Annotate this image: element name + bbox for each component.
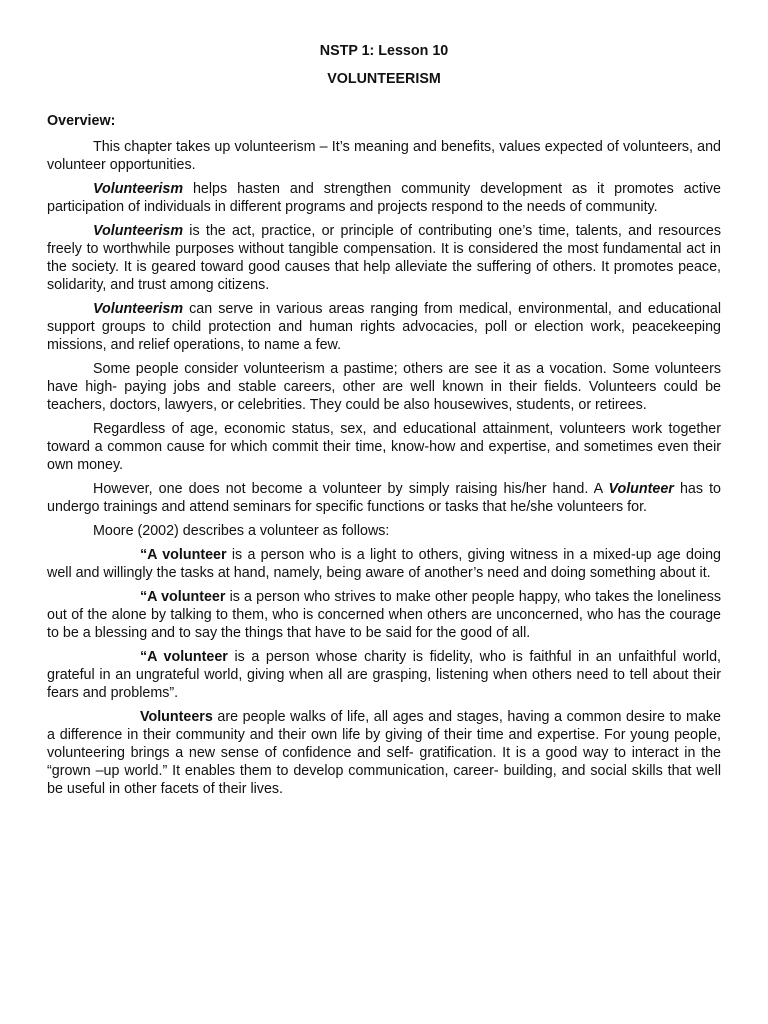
paragraph-text: However, one does not become a volunteer by simply raising his/her hand. A: [93, 481, 609, 497]
term-volunteer: volunteer: [162, 547, 227, 563]
paragraph-volunteers: [47, 708, 721, 798]
quote-open: “A volunteer: [140, 649, 228, 665]
paragraph-volunteerism-areas: [47, 300, 721, 354]
paragraph-pastime: Some people consider volunteerism a pastime; others are see it as a vocation. Some volunteers have high- paying jobs and stable careers, other are well known in their fields. Volunteers could be teachers, doctors, lawyers, or celebrities. They could be also housewives, students, or retirees.: [47, 361, 721, 413]
paragraph-text: are people walks of life, all ages and stages, having a common desire to make a difference in their community and their own life by giving of their time and expertise. For young people, volunteering brings a new sense of confidence and self- gratification. It is a good way to interact in the “grown –up world.” It enables them to develop communication, career- building, and social skills that well be useful in other facets of their lives.: [47, 709, 721, 797]
quote-text: is a person who is a light to others, giving witness in a mixed-up age doing well and willingly the tasks at hand, namely, being aware of another’s need and doing something about it.: [47, 547, 721, 581]
term-volunteers: Volunteers: [140, 709, 213, 725]
quote-open: “A: [140, 547, 163, 563]
lesson-heading: NSTP 1: Lesson 10: [319, 43, 449, 59]
paragraph-volunteerism-definition-2: [47, 222, 721, 294]
paragraph-text: is the act, practice, or principle of contributing one’s time, talents, and resources freely to worthwhile purposes without tangible compensation. It is considered the most fundamental act in the society. It is geared toward good causes that help alleviate the suffering of others. It promotes peace, solidarity, and trust among citizens.: [47, 223, 721, 293]
paragraph-text: helps hasten and strengthen community development as it promotes active participation of individuals in different programs and projects respond to the needs of community.: [47, 181, 721, 215]
term-volunteer: volunteer: [161, 589, 226, 605]
quote-1: [47, 546, 721, 582]
term-volunteerism: Volunteerism: [93, 301, 184, 317]
paragraph-regardless: Regardless of age, economic status, sex, and educational attainment, volunteers work together toward a common cause for which commit their time, know-how and expertise, and sometimes even their own money.: [47, 421, 721, 473]
paragraph-trainings: [47, 480, 721, 516]
quote-2: [47, 588, 721, 642]
paragraph-moore: Moore (2002) describes a volunteer as follows:: [93, 523, 390, 539]
paragraph-text: has to undergo trainings and attend seminars for specific functions or tasks that he/she volunteers for.: [47, 481, 722, 515]
term-volunteerism: Volunteerism: [93, 181, 184, 197]
term-volunteerism: Volunteerism: [93, 223, 184, 239]
term-volunteer: Volunteer: [608, 481, 674, 497]
overview-heading: Overview:: [47, 113, 116, 129]
quote-3: [47, 648, 721, 702]
quote-text: is a person who strives to make other people happy, who takes the loneliness out of the alone by talking to them, who is concerned when others are unconcerned, who has the courage to be a blessing and to say the things that have to be said for the good of all.: [47, 589, 721, 641]
paragraph-intro: This chapter takes up volunteerism – It’s meaning and benefits, values expected of volunteers, and volunteer opportunities.: [47, 139, 721, 173]
page-title: VOLUNTEERISM: [327, 71, 441, 87]
document-page: [47, 42, 721, 804]
paragraph-volunteerism-definition-1: [47, 180, 721, 216]
quote-open: “A: [140, 589, 162, 605]
quote-text: is a person whose charity is fidelity, who is faithful in an unfaithful world, grateful in an ungrateful world, giving when all are grasping, listening when others need to tell about their fears and problems”.: [47, 649, 721, 701]
paragraph-text: can serve in various areas ranging from medical, environmental, and educational support groups to child protection and human rights advocacies, poll or election work, peacekeeping missions, and relief operations, to name a few.: [47, 301, 721, 353]
